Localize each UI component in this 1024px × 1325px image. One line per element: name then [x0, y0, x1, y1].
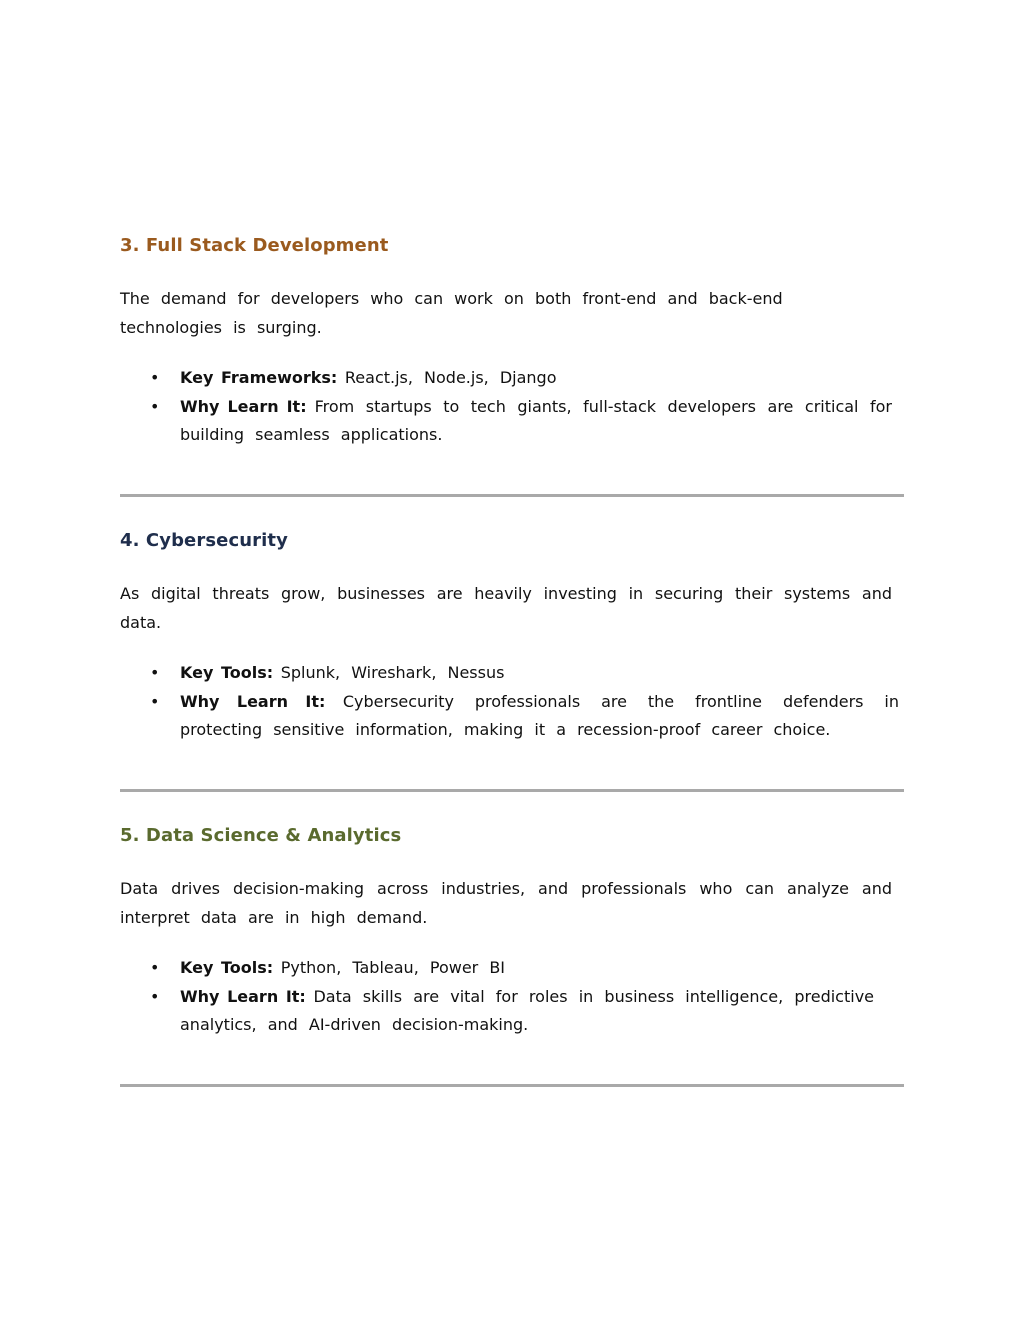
item-label: Key Frameworks:: [180, 368, 338, 387]
item-text: Python, Tableau, Power BI: [280, 958, 506, 977]
list-item: [120, 393, 892, 450]
bullet-icon: •: [150, 986, 160, 1006]
list-item: [120, 954, 898, 983]
list-item: [120, 983, 874, 1040]
item-text: Splunk, Wireshark, Nessus: [280, 663, 505, 682]
item-text: Cybersecurity professionals are the frontline defenders in protecting sensitive information, making it a recession-proof career choice.: [180, 691, 899, 739]
item-label: Why Learn It:: [180, 986, 306, 1006]
section-divider: [120, 789, 904, 792]
item-text: React.js, Node.js, Django: [344, 368, 557, 387]
bullet-icon: •: [150, 663, 160, 682]
section-intro: As digital threats grow, businesses are heavily investing in securing their systems and data.: [120, 584, 892, 632]
section-heading: 3. Full Stack Development: [120, 235, 389, 256]
item-label: Key Tools:: [180, 663, 274, 682]
item-text: Data skills are vital for roles in business intelligence, predictive analytics, and AI-driven decision-making.: [180, 986, 874, 1034]
section-divider: [120, 494, 904, 497]
section-data-science-analytics: [120, 821, 904, 1040]
item-label: Why Learn It:: [180, 396, 307, 416]
section-heading: 5. Data Science & Analytics: [120, 825, 402, 846]
bullet-icon: •: [150, 958, 160, 977]
list-item: [120, 364, 898, 393]
item-text: From startups to tech giants, full-stack developers are critical for building seamless applications.: [180, 396, 893, 444]
bullet-icon: •: [150, 396, 160, 416]
section-full-stack-development: [120, 231, 904, 450]
section-cybersecurity: [120, 526, 904, 745]
list-item: [120, 688, 899, 745]
section-heading: 4. Cybersecurity: [120, 530, 288, 551]
bullet-list: [120, 364, 904, 450]
list-item: [120, 659, 898, 688]
section-divider: [120, 1084, 904, 1087]
bullet-icon: •: [150, 368, 160, 387]
bullet-list: [120, 659, 904, 745]
item-label: Why Learn It:: [180, 691, 326, 711]
section-intro: Data drives decision-making across industries, and professionals who can analyze and interpret data are in high demand.: [120, 879, 892, 927]
bullet-icon: •: [150, 691, 160, 711]
bullet-list: [120, 954, 904, 1040]
section-intro: The demand for developers who can work on both front-end and back-end technologies is surging.: [120, 289, 783, 337]
item-label: Key Tools:: [180, 958, 274, 977]
